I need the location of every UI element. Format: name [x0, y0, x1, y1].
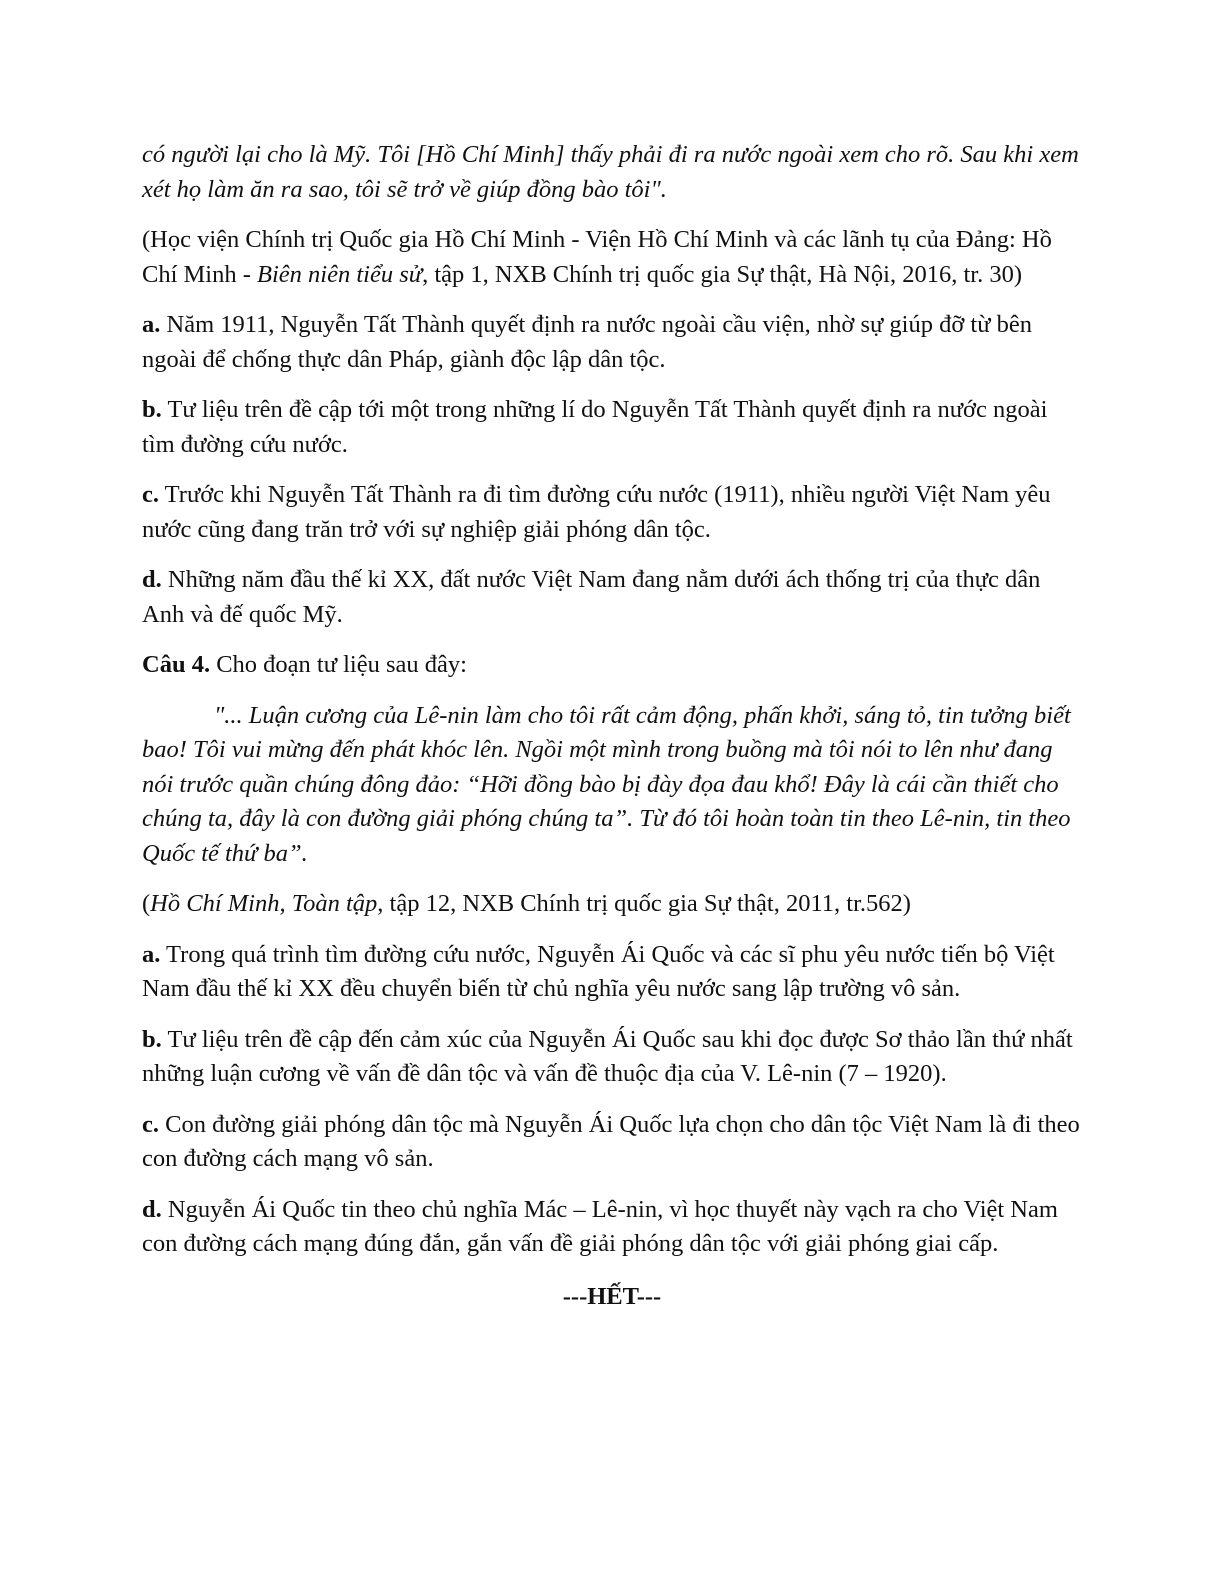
q4-statement-d	[142, 1193, 1082, 1262]
q3-d-text: Những năm đầu thế kỉ XX, đất nước Việt Nam đang nằm dưới ách thống trị của thực dân Anh và đế quốc Mỹ.	[142, 566, 1041, 628]
q4-heading-text: Cho đoạn tư liệu sau đây:	[210, 651, 467, 678]
q4-heading	[142, 648, 1082, 683]
q4-b-text: Tư liệu trên đề cập đến cảm xúc của Nguyễn Ái Quốc sau khi đọc được Sơ thảo lần thứ nhất những luận cương về vấn đề dân tộc và vấn đề thuộc địa của V. Lê-nin (7 – 1920).	[142, 1025, 1073, 1087]
q4-source-title: Hồ Chí Minh, Toàn tập	[150, 890, 378, 917]
q3-statement-d	[142, 563, 1082, 632]
q3-source-title: Biên niên tiểu sử	[257, 260, 423, 288]
q4-source-citation	[142, 887, 1082, 922]
q4-c-label: c.	[142, 1110, 159, 1138]
q3-a-label: a.	[142, 311, 161, 338]
q3-source-post: , tập 1, NXB Chính trị quốc gia Sự thật, Hà Nội, 2016, tr. 30)	[422, 260, 1022, 288]
q4-statement-a	[142, 938, 1082, 1007]
q4-statement-c	[142, 1108, 1082, 1177]
q3-b-text: Tư liệu trên đề cập tới một trong những lí do Nguyễn Tất Thành quyết định ra nước ngoài tìm đường cứu nước.	[142, 396, 1048, 458]
q4-a-label: a.	[142, 940, 161, 968]
q3-c-label: c.	[142, 481, 159, 508]
q3-a-text: Năm 1911, Nguyễn Tất Thành quyết định ra nước ngoài cầu viện, nhờ sự giúp đỡ từ bên ngoài để chống thực dân Pháp, giành độc lập dân tộc.	[142, 311, 1032, 373]
q4-heading-label: Câu 4.	[142, 651, 211, 678]
end-marker: ---HẾT---	[562, 1282, 662, 1310]
q3-c-text: Trước khi Nguyễn Tất Thành ra đi tìm đường cứu nước (1911), nhiều người Việt Nam yêu nước cũng đang trăn trở với sự nghiệp giải phóng dân tộc.	[142, 481, 1051, 543]
q4-d-text: Nguyễn Ái Quốc tin theo chủ nghĩa Mác – Lê-nin, vì học thuyết này vạch ra cho Việt Nam con đường cách mạng đúng đắn, gắn vấn đề giải phóng dân tộc với giải phóng giai cấp.	[142, 1195, 1058, 1257]
q4-source-post: , tập 12, NXB Chính trị quốc gia Sự thật, 2011, tr.562)	[377, 890, 911, 917]
q3-b-label: b.	[142, 396, 162, 423]
q4-quote: "... Luận cương của Lê-nin làm cho tôi rất cảm động, phấn khởi, sáng tỏ, tin tưởng biết bao! Tôi vui mừng đến phát khóc lên. Ngồi một mình trong buồng mà tôi nói to lên như đang nói trước quần chúng đông đảo: “Hỡi đồng bào bị đày đọa đau khổ! Đây là cái cần thiết cho chúng ta, đây là con đường giải phóng chúng ta”. Từ đó tôi hoàn toàn tin theo Lê-nin, tin theo Quốc tế thứ ba”.	[142, 701, 1071, 867]
q3-statement-b	[142, 393, 1082, 462]
q3-quote-tail: có người lại cho là Mỹ. Tôi [Hồ Chí Minh] thấy phải đi ra nước ngoài xem cho rõ. Sau khi xem xét họ làm ăn ra sao, tôi sẽ trở về giúp đồng bào tôi".	[142, 141, 1079, 203]
q4-a-text: Trong quá trình tìm đường cứu nước, Nguyễn Ái Quốc và các sĩ phu yêu nước tiến bộ Việt Nam đầu thế kỉ XX đều chuyển biến từ chủ nghĩa yêu nước sang lập trường vô sản.	[142, 940, 1055, 1002]
q4-b-label: b.	[142, 1025, 162, 1053]
q4-c-text: Con đường giải phóng dân tộc mà Nguyễn Ái Quốc lựa chọn cho dân tộc Việt Nam là đi theo con đường cách mạng vô sản.	[142, 1110, 1080, 1172]
q3-statement-a	[142, 308, 1082, 377]
q4-d-label: d.	[142, 1195, 162, 1223]
document-page	[142, 138, 1082, 1330]
q4-statement-b	[142, 1023, 1082, 1092]
q3-source-pre: (Học viện Chính trị Quốc gia Hồ Chí Minh - Viện Hồ Chí Minh và các lãnh tụ của Đảng: Hồ Chí Minh -	[142, 226, 1052, 288]
q3-statement-c	[142, 478, 1082, 547]
q3-source-citation	[142, 223, 1082, 292]
q3-d-label: d.	[142, 566, 162, 593]
q4-source-open: (	[142, 890, 151, 917]
